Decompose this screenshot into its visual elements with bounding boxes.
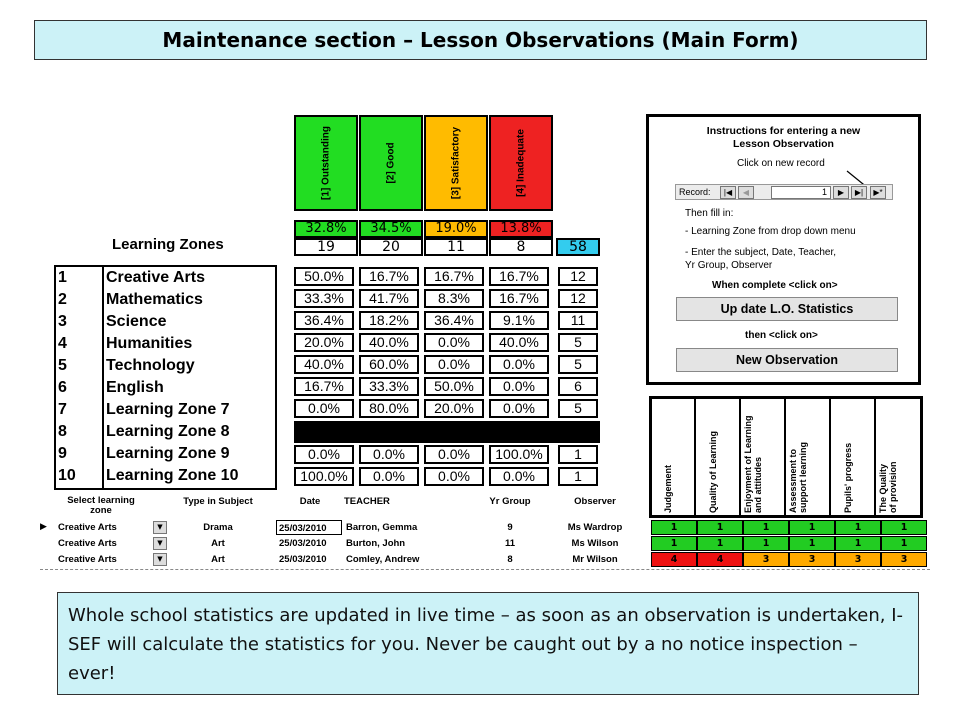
- current-row-indicator-icon: ▶: [40, 522, 47, 532]
- date-input[interactable]: 25/03/2010: [279, 554, 327, 565]
- zone-pct-inadequate: 40.0%: [489, 333, 549, 352]
- score-progress[interactable]: 1: [835, 520, 881, 535]
- then-click-text: then <click on>: [745, 330, 818, 341]
- zone-pct-outstanding: 0.0%: [294, 399, 354, 418]
- observer-input[interactable]: Mr Wilson: [572, 554, 618, 565]
- overall-count-satisfactory: 11: [424, 238, 488, 256]
- header-teacher: TEACHER: [344, 496, 390, 507]
- observation-row[interactable]: [40, 536, 932, 552]
- zone-count: 12: [558, 289, 598, 308]
- header-subject: Type in Subject: [183, 496, 253, 507]
- observer-input[interactable]: Ms Wardrop: [567, 522, 623, 533]
- zone-count: 12: [558, 267, 598, 286]
- chevron-down-icon[interactable]: ▼: [153, 537, 167, 550]
- score-quality-learning[interactable]: 1: [697, 520, 743, 535]
- date-input[interactable]: 25/03/2010: [276, 520, 342, 535]
- teacher-input[interactable]: Burton, John: [346, 538, 406, 549]
- chevron-down-icon[interactable]: ▼: [153, 521, 167, 534]
- zone-name: Humanities: [106, 335, 193, 352]
- zone-pct-outstanding: 33.3%: [294, 289, 354, 308]
- zone-8-empty-bar: [294, 421, 600, 443]
- zones-divider: [102, 265, 104, 490]
- zone-pct-good: 40.0%: [359, 333, 419, 352]
- zone-number: 9: [58, 445, 67, 462]
- score-judgement[interactable]: 1: [651, 520, 697, 535]
- zone-pct-satisfactory: 36.4%: [424, 311, 484, 330]
- score-judgement[interactable]: 4: [651, 552, 697, 567]
- page-title: Maintenance section – Lesson Observations (Main Form): [34, 20, 927, 60]
- zone-number: 1: [58, 269, 67, 286]
- score-assessment[interactable]: 1: [789, 520, 835, 535]
- score-provision[interactable]: 3: [881, 552, 927, 567]
- click-new-record-text: Click on new record: [737, 158, 825, 169]
- assessment-col-enjoyment: [741, 399, 786, 515]
- zone-name: Science: [106, 313, 167, 330]
- assessment-label: Assessment to support learning: [787, 441, 808, 513]
- assessment-col-progress: [831, 399, 876, 515]
- record-label: Record:: [679, 187, 711, 197]
- rating-header-good: [359, 115, 423, 211]
- rating-label: [1] Outstanding: [320, 126, 332, 200]
- rating-header-satisfactory: [424, 115, 488, 211]
- zone-select[interactable]: Creative Arts: [58, 538, 117, 549]
- zone-name: Learning Zone 8: [106, 423, 230, 440]
- score-enjoyment[interactable]: 3: [743, 552, 789, 567]
- new-observation-button[interactable]: New Observation: [676, 348, 898, 372]
- zone-pct-outstanding: 0.0%: [294, 445, 354, 464]
- yr-group-input[interactable]: 9: [507, 522, 513, 533]
- header-date: Date: [299, 496, 321, 507]
- yr-group-input[interactable]: 8: [507, 554, 513, 565]
- overall-pct-inadequate: 13.8%: [489, 220, 553, 238]
- zone-number: 10: [58, 467, 76, 484]
- observation-row[interactable]: [40, 520, 932, 536]
- zone-count: 5: [558, 333, 598, 352]
- assessment-label: The Quality of provision: [878, 461, 898, 513]
- zone-name: Learning Zone 10: [106, 467, 239, 484]
- new-record-button[interactable]: ▶*: [870, 186, 886, 199]
- zone-pct-outstanding: 20.0%: [294, 333, 354, 352]
- zone-pct-inadequate: 0.0%: [489, 399, 549, 418]
- overall-count-outstanding: 19: [294, 238, 358, 256]
- zone-count: 5: [558, 355, 598, 374]
- previous-record-button[interactable]: ◀: [738, 186, 754, 199]
- zone-pct-satisfactory: 0.0%: [424, 445, 484, 464]
- overall-pct-outstanding: 32.8%: [294, 220, 358, 238]
- record-number-field[interactable]: 1: [771, 186, 831, 199]
- score-judgement[interactable]: 1: [651, 536, 697, 551]
- zone-pct-good: 16.7%: [359, 267, 419, 286]
- overall-total-count: 58: [556, 238, 600, 256]
- when-complete-text: When complete <click on>: [712, 280, 838, 291]
- instructions-panel: [646, 114, 921, 385]
- zone-pct-satisfactory: 0.0%: [424, 355, 484, 374]
- score-assessment[interactable]: 3: [789, 552, 835, 567]
- rating-label: [4] Inadequate: [515, 129, 527, 197]
- zone-pct-satisfactory: 50.0%: [424, 377, 484, 396]
- next-record-button[interactable]: ▶: [833, 186, 849, 199]
- rating-label: [3] Satisfactory: [450, 126, 462, 200]
- score-quality-learning[interactable]: 1: [697, 536, 743, 551]
- zone-count: 6: [558, 377, 598, 396]
- zone-pct-inadequate: 0.0%: [489, 377, 549, 396]
- zone-pct-good: 33.3%: [359, 377, 419, 396]
- zone-name: English: [106, 379, 164, 396]
- zone-pct-outstanding: 40.0%: [294, 355, 354, 374]
- score-quality-learning[interactable]: 4: [697, 552, 743, 567]
- score-provision[interactable]: 1: [881, 520, 927, 535]
- observation-row[interactable]: [40, 552, 932, 568]
- learning-zones-list: [54, 265, 277, 490]
- zone-number: 8: [58, 423, 67, 440]
- zone-pct-good: 0.0%: [359, 467, 419, 486]
- score-provision[interactable]: 1: [881, 536, 927, 551]
- last-record-button[interactable]: ▶|: [851, 186, 867, 199]
- zone-pct-outstanding: 100.0%: [294, 467, 354, 486]
- subject-input[interactable]: Drama: [203, 522, 233, 533]
- zone-pct-satisfactory: 0.0%: [424, 333, 484, 352]
- zone-count: 1: [558, 467, 598, 486]
- rating-header-inadequate: [489, 115, 553, 211]
- score-progress[interactable]: 1: [835, 536, 881, 551]
- instruction-step-2b: Yr Group, Observer: [685, 260, 773, 271]
- zone-number: 3: [58, 313, 67, 330]
- assessment-col-assessment: [786, 399, 831, 515]
- overall-count-inadequate: 8: [489, 238, 553, 256]
- zone-pct-outstanding: 50.0%: [294, 267, 354, 286]
- assessment-col-provision: [876, 399, 920, 515]
- zone-pct-inadequate: 0.0%: [489, 355, 549, 374]
- zone-name: Learning Zone 9: [106, 445, 230, 462]
- then-fill-in-text: Then fill in:: [685, 208, 734, 219]
- zone-name: Mathematics: [106, 291, 203, 308]
- zone-pct-inadequate: 9.1%: [489, 311, 549, 330]
- header-yr-group: Yr Group: [489, 496, 531, 507]
- subject-input[interactable]: Art: [211, 538, 225, 549]
- zone-select[interactable]: Creative Arts: [58, 522, 117, 533]
- zone-number: 4: [58, 335, 67, 352]
- zone-pct-satisfactory: 8.3%: [424, 289, 484, 308]
- zone-name: Technology: [106, 357, 195, 374]
- assessment-header-grid: [649, 396, 923, 518]
- instructions-title-line2: Lesson Observation: [733, 138, 834, 150]
- observer-input[interactable]: Ms Wilson: [571, 538, 619, 549]
- form-cutoff-edge: [40, 569, 930, 573]
- zone-pct-inadequate: 16.7%: [489, 289, 549, 308]
- score-progress[interactable]: 3: [835, 552, 881, 567]
- chevron-down-icon[interactable]: ▼: [153, 553, 167, 566]
- zone-number: 6: [58, 379, 67, 396]
- learning-zones-heading: Learning Zones: [112, 236, 224, 253]
- rating-label: [2] Good: [385, 142, 397, 184]
- zone-number: 2: [58, 291, 67, 308]
- rating-header-outstanding: [294, 115, 358, 211]
- update-lo-statistics-button[interactable]: Up date L.O. Statistics: [676, 297, 898, 321]
- teacher-input[interactable]: Barron, Gemma: [346, 522, 418, 533]
- zone-pct-good: 18.2%: [359, 311, 419, 330]
- overall-count-good: 20: [359, 238, 423, 256]
- zone-pct-satisfactory: 0.0%: [424, 467, 484, 486]
- assessment-label: Quality of Learning: [707, 430, 718, 513]
- instruction-step-2a: - Enter the subject, Date, Teacher,: [685, 247, 837, 258]
- zone-count: 11: [558, 311, 598, 330]
- instructions-title-line1: Instructions for entering a new: [706, 125, 861, 137]
- date-input[interactable]: 25/03/2010: [279, 538, 327, 549]
- zone-pct-inadequate: 100.0%: [489, 445, 549, 464]
- zone-pct-good: 80.0%: [359, 399, 419, 418]
- score-assessment[interactable]: 1: [789, 536, 835, 551]
- score-enjoyment[interactable]: 1: [743, 536, 789, 551]
- subject-input[interactable]: Art: [211, 554, 225, 565]
- zone-count: 1: [558, 445, 598, 464]
- zone-pct-outstanding: 36.4%: [294, 311, 354, 330]
- score-enjoyment[interactable]: 1: [743, 520, 789, 535]
- zone-pct-good: 41.7%: [359, 289, 419, 308]
- assessment-label: Pupils' progress: [842, 442, 853, 513]
- zone-pct-inadequate: 0.0%: [489, 467, 549, 486]
- overall-pct-satisfactory: 19.0%: [424, 220, 488, 238]
- zone-name: Learning Zone 7: [106, 401, 230, 418]
- zone-pct-good: 0.0%: [359, 445, 419, 464]
- yr-group-input[interactable]: 11: [504, 538, 516, 549]
- teacher-input[interactable]: Comley, Andrew: [346, 554, 420, 565]
- zone-name: Creative Arts: [106, 269, 206, 286]
- zone-number: 5: [58, 357, 67, 374]
- assessment-label: Enjoyment of Learning and attitudes: [742, 415, 763, 513]
- assessment-col-judgement: [652, 399, 696, 515]
- header-select-zone: Select learning zone: [67, 495, 135, 516]
- zone-count: 5: [558, 399, 598, 418]
- zone-pct-satisfactory: 20.0%: [424, 399, 484, 418]
- zone-pct-satisfactory: 16.7%: [424, 267, 484, 286]
- zone-pct-inadequate: 16.7%: [489, 267, 549, 286]
- zone-select[interactable]: Creative Arts: [58, 554, 117, 565]
- info-callout: Whole school statistics are updated in live time – as soon as an observation is undertaken, I-SEF will calculate the statistics for you. Never be caught out by a no notice inspection – ever!: [57, 592, 919, 695]
- record-navigator: [675, 184, 893, 200]
- assessment-col-quality-learning: [696, 399, 741, 515]
- zone-pct-outstanding: 16.7%: [294, 377, 354, 396]
- header-observer: Observer: [574, 496, 616, 507]
- assessment-label: Judgement: [663, 464, 673, 513]
- zone-pct-good: 60.0%: [359, 355, 419, 374]
- overall-pct-good: 34.5%: [359, 220, 423, 238]
- first-record-button[interactable]: |◀: [720, 186, 736, 199]
- instruction-step-1: - Learning Zone from drop down menu: [685, 226, 856, 237]
- zone-number: 7: [58, 401, 67, 418]
